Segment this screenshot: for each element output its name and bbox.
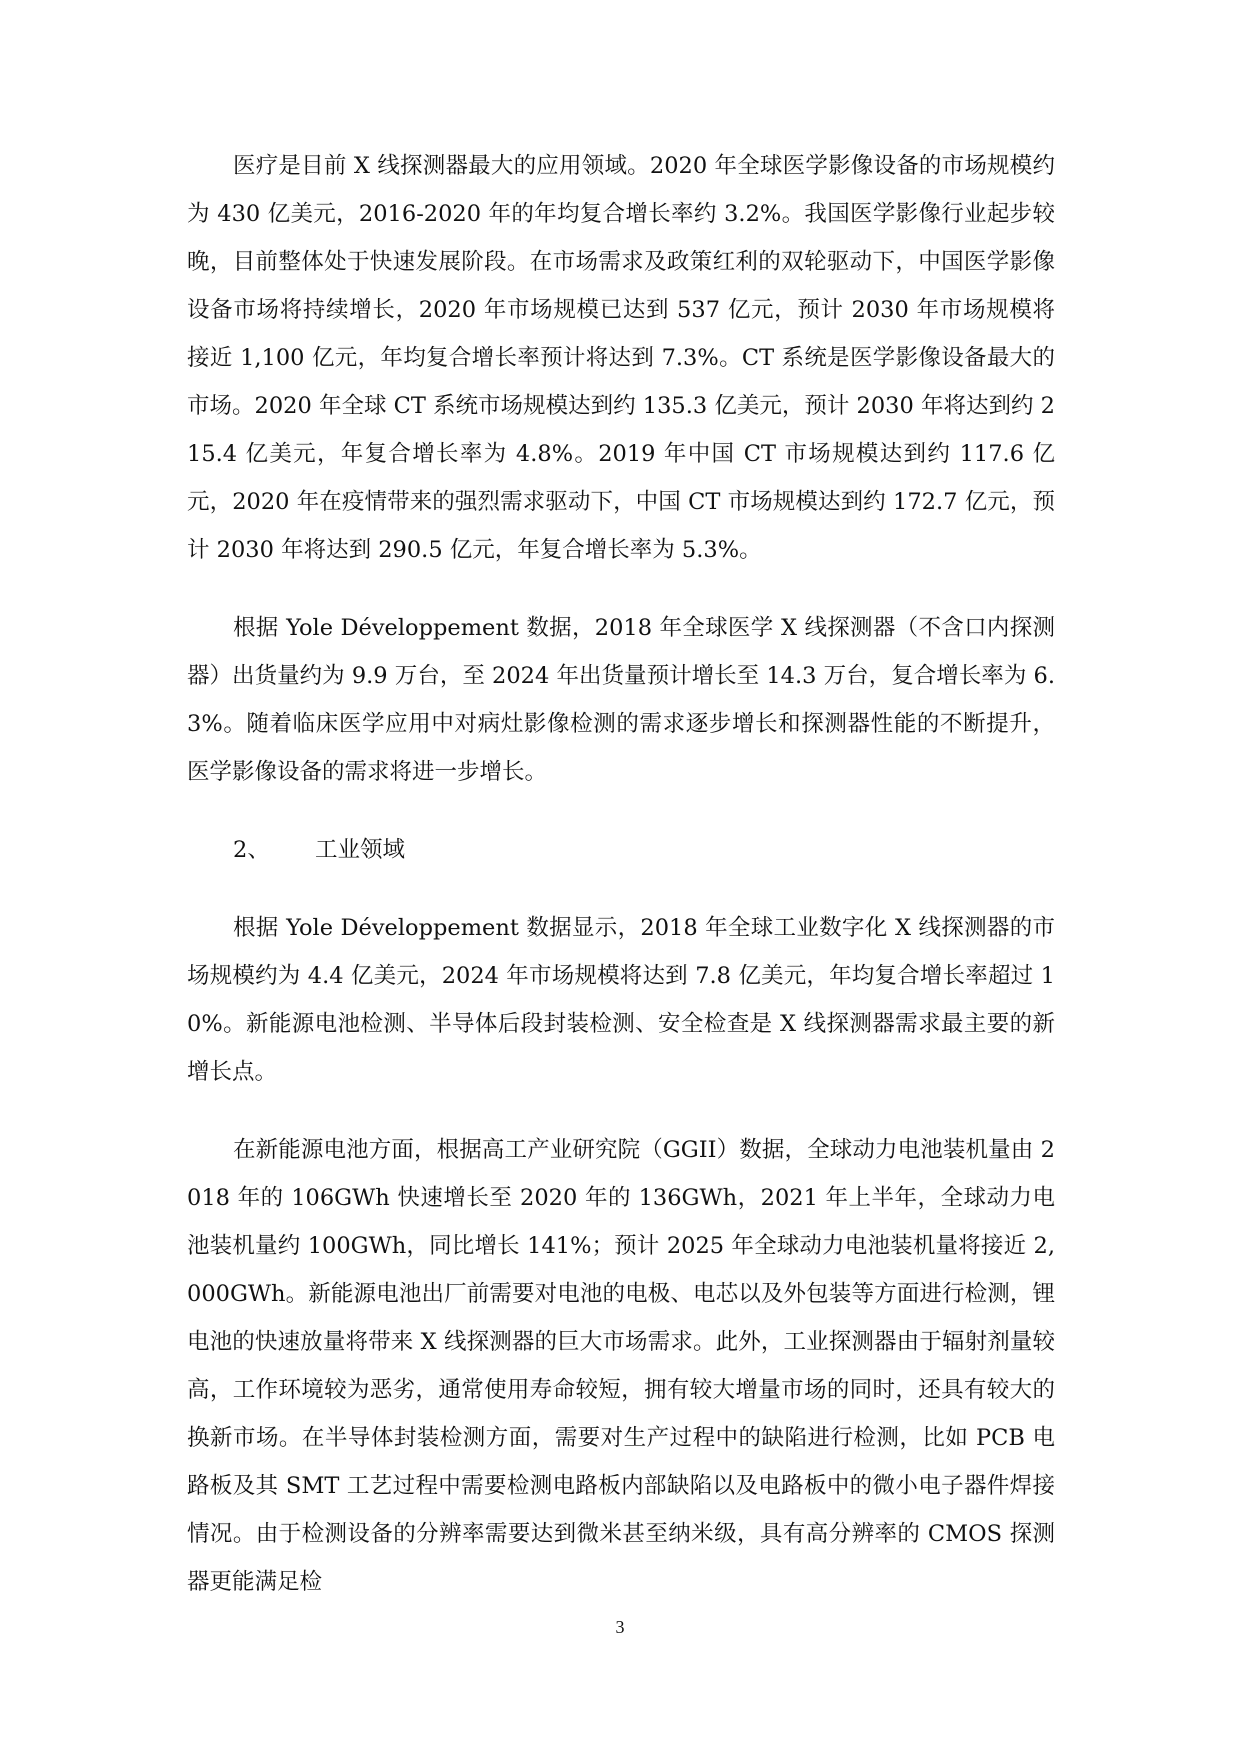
section-heading: [187, 826, 1055, 874]
section-title: 工业领域: [315, 837, 406, 863]
paragraph-battery-semiconductor: 在新能源电池方面，根据高工产业研究院（GGII）数据，全球动力电池装机量由 2018 年的 106GWh 快速增长至 2020 年的 136GWh，2021 年上半年，全球动力电池装机量约 100GWh，同比增长 141%；预计 2025 年全球动力电池装机量将接近 2,000GWh。新能源电池出厂前需要对电池的电极、电芯以及外包装等方面进行检测，锂电池的快速放量将带来 X 线探测器的巨大市场需求。此外，工业探测器由于辐射剂量较高，工作环境较为恶劣，通常使用寿命较短，拥有较大增量市场的同时，还具有较大的换新市场。在半导体封装检测方面，需要对生产过程中的缺陷进行检测，比如 PCB 电路板及其 SMT 工艺过程中需要检测电路板内部缺陷以及电路板中的微小电子器件焊接情况。由于检测设备的分辨率需要达到微米甚至纳米级，具有高分辨率的 CMOS 探测器更能满足检: [187, 1137, 1055, 1595]
body-text: [187, 142, 1055, 1636]
paragraph-industrial-market: 根据 Yole Développement 数据显示，2018 年全球工业数字化 X 线探测器的市场规模约为 4.4 亿美元，2024 年市场规模将达到 7.8 亿美元，年均复合增长率超过 10%。新能源电池检测、半导体后段封装检测、安全检查是 X 线探测器需求最主要的新增长点。: [187, 915, 1055, 1085]
page-number: 3: [615, 1617, 625, 1637]
section-number: 2、: [233, 837, 270, 863]
paragraph-medical-market: 医疗是目前 X 线探测器最大的应用领域。2020 年全球医学影像设备的市场规模约为 430 亿美元，2016-2020 年的年均复合增长率约 3.2%。我国医学影像行业起步较晚，目前整体处于快速发展阶段。在市场需求及政策红利的双轮驱动下，中国医学影像设备市场将持续增长，2020 年市场规模已达到 537 亿元，预计 2030 年市场规模将接近 1,100 亿元，年均复合增长率预计将达到 7.3%。CT 系统是医学影像设备最大的市场。2020 年全球 CT 系统市场规模达到约 135.3 亿美元，预计 2030 年将达到约 215.4 亿美元，年复合增长率为 4.8%。2019 年中国 CT 市场规模达到约 117.6 亿元，2020 年在疫情带来的强烈需求驱动下，中国 CT 市场规模达到约 172.7 亿元，预计 2030 年将达到 290.5 亿元，年复合增长率为 5.3%。: [187, 153, 1055, 563]
paragraph-medical-detector-shipments: 根据 Yole Développement 数据，2018 年全球医学 X 线探测器（不含口内探测器）出货量约为 9.9 万台，至 2024 年出货量预计增长至 14.3 万台，复合增长率为 6.3%。随着临床医学应用中对病灶影像检测的需求逐步增长和探测器性能的不断提升，医学影像设备的需求将进一步增长。: [187, 615, 1055, 785]
